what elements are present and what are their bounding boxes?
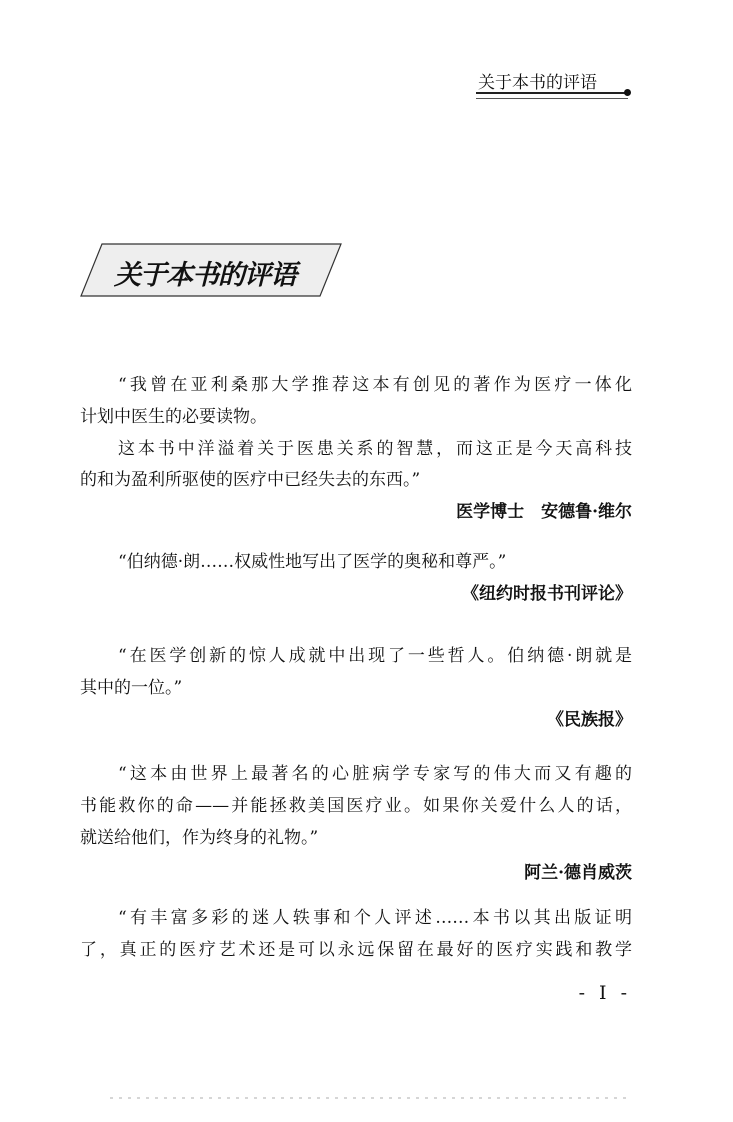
quote-line: “伯纳德·朗……权威性地写出了医学的奥秘和尊严。” (118, 552, 507, 572)
quote-line: 的和为盈利所驱使的医疗中已经失去的东西。” (80, 470, 421, 490)
section-title-banner (80, 243, 342, 297)
section-title: 关于本书的评语 (114, 260, 296, 291)
quote-line: 这本书中洋溢着关于医患关系的智慧，而这正是今天高科技 (118, 439, 632, 459)
quote-source: 《纽约时报书刊评论》 (462, 584, 632, 604)
scan-artifact (110, 1097, 630, 1099)
quote-line: 其中的一位。” (80, 678, 183, 698)
quote-source: 医学博士 安德鲁·维尔 (456, 502, 632, 522)
header-dot (624, 89, 631, 96)
quote-line: 书能救你的命——并能拯救美国医疗业。如果你关爱什么人的话， (80, 796, 632, 816)
quote-line: 了，真正的医疗艺术还是可以永远保留在最好的医疗实践和教学 (80, 940, 632, 960)
page-number: - I - (578, 982, 631, 1004)
quote-line: “在医学创新的惊人成就中出现了一些哲人。伯纳德·朗就是 (118, 646, 632, 666)
running-header-text: 关于本书的评语 (478, 73, 597, 93)
quote-source: 阿兰·德肖威茨 (524, 863, 632, 883)
quote-line: “这本由世界上最著名的心脏病学专家写的伟大而又有趣的 (118, 764, 632, 784)
header-rule (476, 92, 628, 99)
quote-line: 就送给他们，作为终身的礼物。” (80, 828, 319, 848)
quote-line: “我曾在亚利桑那大学推荐这本有创见的著作为医疗一体化 (118, 375, 632, 395)
quote-line: 计划中医生的必要读物。 (80, 407, 267, 427)
quote-line: “有丰富多彩的迷人轶事和个人评述……本书以其出版证明 (118, 908, 632, 928)
quote-source: 《民族报》 (547, 710, 632, 730)
